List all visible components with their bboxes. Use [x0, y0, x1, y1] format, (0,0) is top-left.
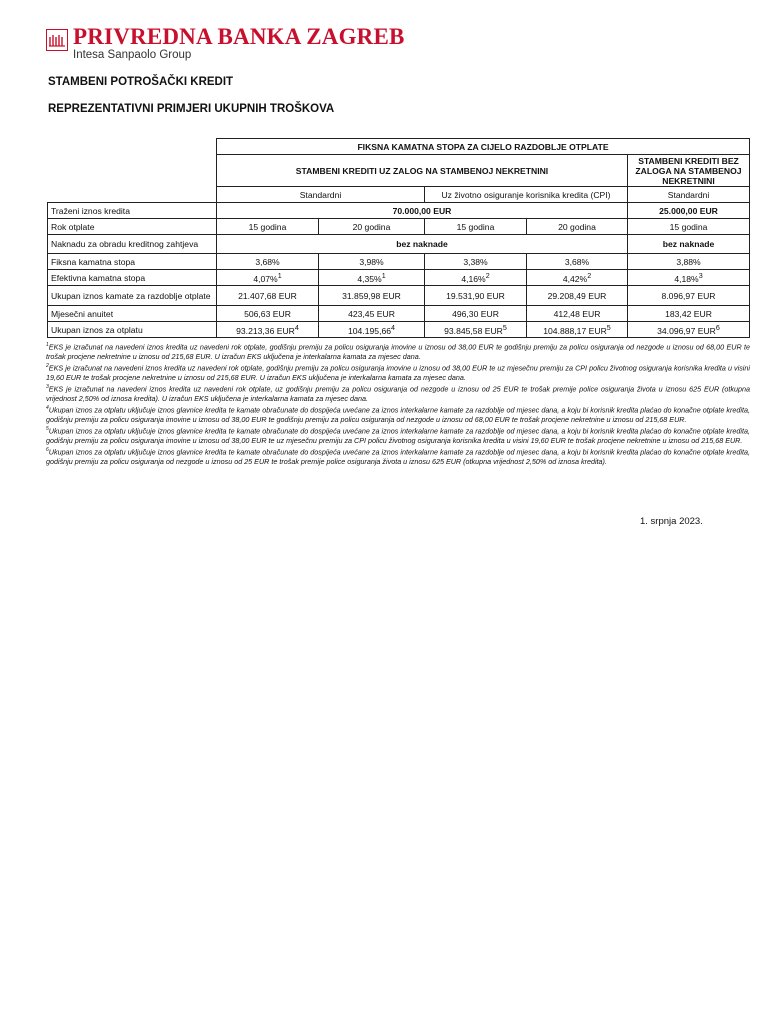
cell-value: 29.208,49 EUR [527, 286, 628, 306]
row-label: Traženi iznos kredita [48, 203, 217, 219]
cell-text: 34.096,97 EUR [657, 325, 716, 336]
header-secured-loans: STAMBENI KREDITI UZ ZALOG NA STAMBENOJ NEKRETNINI [217, 155, 628, 187]
footnote-text: Ukupan iznos za otplatu uključuje iznos glavnice kredita te kamate obračunate do dospijeća uvećane za iznos interkalarne kamate za razdoblje od mjesec dana, a koju bi korisnik kredita plaćao do konačne otplate kredita, godišnju premiju za policu osiguranja imovine u iznosu od 38,00 EUR te uz mjesečnu premiju za CPI policu životnog osiguranja korisnika kredita u visini 19,60 EUR te trošak procjene nekretnine u iznosu od 215,68 EUR. [46, 426, 750, 446]
footnote-ref: 5 [502, 323, 507, 332]
document-date: 1. srpnja 2023. [640, 516, 703, 527]
footnote [46, 404, 750, 425]
table-row [48, 235, 750, 254]
cell-fee-secured: bez naknade [217, 235, 628, 254]
cell-value: 15 godina [628, 219, 750, 235]
footnote [46, 362, 750, 383]
footnotes [46, 341, 750, 467]
header-row-types [48, 187, 750, 203]
footnote-text: EKS je izračunat na navedeni iznos kredita uz navedeni rok otplate, godišnju premiju za policu osiguranja imovine u iznosu od 38,00 EUR te godišnju premiju za policu osiguranja od nezgode u iznosu od 68,00 EUR te trošak procjene nekretnine u iznosu od 215,68 EUR. U izračun EKS uključena je interkalarna kamata za mjesec dana. [46, 342, 750, 362]
cell-text: 4,42% [562, 273, 588, 284]
header-fixed-rate: FIKSNA KAMATNA STOPA ZA CIJELO RAZDOBLJE OTPLATE [217, 139, 750, 155]
cell-value: 20 godina [319, 219, 425, 235]
cell-value [217, 270, 319, 286]
cell-value [527, 270, 628, 286]
cell-amount-secured: 70.000,00 EUR [217, 203, 628, 219]
footnote-ref: 4 [391, 323, 395, 332]
bank-logo-icon [46, 29, 68, 51]
cell-value [425, 270, 527, 286]
header-blank-cell [48, 155, 217, 187]
cell-text: 4,35% [357, 273, 382, 284]
row-label: Efektivna kamatna stopa [48, 270, 217, 286]
cell-value: 3,88% [628, 254, 750, 270]
table-row [48, 286, 750, 306]
cell-value: 496,30 EUR [425, 306, 527, 322]
footnote-ref: 2 [485, 271, 490, 280]
cell-value [425, 322, 527, 338]
footnote-text: EKS je izračunat na navedeni iznos kredita uz navedeni rok otplate, uz godišnju premiju za policu osiguranja od nezgode u iznosu od 25 EUR te trošak premije police osiguranja života u iznosu 625 EUR (otkupna vrijednost 2,50% od iznosa kredita). U izračun EKS uključena je interkalarna kamata za mjesec dana. [46, 384, 750, 404]
cell-text: 4,16% [461, 273, 486, 284]
footnote [46, 341, 750, 362]
table-row [48, 203, 750, 219]
row-label: Naknadu za obradu kreditnog zahtjeva [48, 235, 217, 254]
page-subtitle: REPREZENTATIVNI PRIMJERI UKUPNIH TROŠKOVA [48, 103, 335, 115]
footnote-text: Ukupan iznos za otplatu uključuje iznos glavnice kredita te kamate obračunate do dospijeća uvećane za iznos interkalarne kamate za razdoblje od mjesec dana, a koju bi korisnik kredita plaćao do konačne otplate kredita, godišnju premiju za policu osiguranja od nezgode u iznosu od 25 EUR te trošak premije police osiguranja života u iznosu 625 EUR (otkupna vrijednost 2,50% od iznosa kredita). [46, 447, 750, 467]
footnote-ref: 6 [715, 323, 720, 332]
cell-value: 20 godina [527, 219, 628, 235]
header-cpi: Uz životno osiguranje korisnika kredita (CPI) [425, 187, 628, 203]
header-row-groups [48, 155, 750, 187]
table-row [48, 270, 750, 286]
cell-value [319, 270, 425, 286]
footnote-ref: 3 [698, 271, 703, 280]
cell-value [628, 322, 750, 338]
table-row [48, 306, 750, 322]
footnote-number: 3 [46, 383, 49, 390]
cell-value [527, 322, 628, 338]
footnote-ref: 1 [381, 271, 386, 280]
cell-text: 4,07% [253, 273, 278, 284]
header-blank-cell [48, 187, 217, 203]
row-label: Rok otplate [48, 219, 217, 235]
row-label: Ukupan iznos kamate za razdoblje otplate [48, 286, 217, 306]
cell-value: 15 godina [217, 219, 319, 235]
cell-value: 8.096,97 EUR [628, 286, 750, 306]
table-row [48, 322, 750, 338]
footnote-ref: 1 [277, 271, 282, 280]
cell-amount-unsecured: 25.000,00 EUR [628, 203, 750, 219]
header-row-top [48, 139, 750, 155]
cell-text: 93.845,58 EUR [444, 325, 503, 336]
cell-value: 183,42 EUR [628, 306, 750, 322]
footnote-text: Ukupan iznos za otplatu uključuje iznos glavnice kredita te kamate obračunate do dospijeća uvećane za iznos interkalarne kamate za razdoblje od mjesec dana, a koju bi korisnik kredita plaćao do konačne otplate kredita, godišnju premiju za policu osiguranja imovine u iznosu od 38,00 EUR te godišnju premiju za policu osiguranja od nezgode u iznosu od 68,00 EUR te trošak procjene nekretnine u iznosu od 215,68 EUR. [46, 405, 750, 425]
cell-text: 4,18% [674, 273, 699, 284]
cell-text: 104.195,66 [348, 325, 392, 336]
footnote-ref: 5 [606, 323, 611, 332]
cell-value: 21.407,68 EUR [217, 286, 319, 306]
table-row [48, 219, 750, 235]
footnote-ref: 4 [294, 323, 299, 332]
row-label: Fiksna kamatna stopa [48, 254, 217, 270]
page-title: STAMBENI POTROŠAČKI KREDIT [48, 76, 234, 88]
cell-value [319, 322, 425, 338]
cost-examples-table [47, 138, 750, 338]
cell-value: 3,68% [527, 254, 628, 270]
cell-value: 19.531,90 EUR [425, 286, 527, 306]
row-label: Ukupan iznos za otplatu [48, 322, 217, 338]
footnote-number: 6 [46, 446, 49, 453]
cell-value: 412,48 EUR [527, 306, 628, 322]
header-unsecured-loans: STAMBENI KREDITI BEZ ZALOGA NA STAMBENOJ NEKRETNINI [628, 155, 750, 187]
cell-text: 93.213,36 EUR [236, 325, 295, 336]
cell-value: 3,38% [425, 254, 527, 270]
cell-value: 31.859,98 EUR [319, 286, 425, 306]
cell-text: 104.888,17 EUR [543, 325, 607, 336]
cell-value: 3,68% [217, 254, 319, 270]
footnote-text: EKS je izračunat na navedeni iznos kredita uz navedeni rok otplate, godišnju premiju za policu osiguranja imovine u iznosu od 38,00 EUR te uz mjesečnu premiju za CPI policu životnog osiguranja korisnika kredita u visini 19,60 EUR te trošak procjene nekretnine u iznosu od 215,68 EUR. U izračun EKS uključena je interkalarna kamata za mjesec dana. [46, 363, 750, 383]
group-name: Intesa Sanpaolo Group [73, 49, 192, 61]
cell-value: 506,63 EUR [217, 306, 319, 322]
cell-fee-unsecured: bez naknade [628, 235, 750, 254]
footnote-ref: 2 [587, 271, 592, 280]
cell-value [217, 322, 319, 338]
footnote-number: 5 [46, 425, 49, 432]
footnote-number: 4 [46, 404, 49, 411]
footnote [46, 383, 750, 404]
header-blank-cell [48, 139, 217, 155]
row-label: Mjesečni anuitet [48, 306, 217, 322]
footnote-number: 1 [46, 342, 49, 348]
brand-name: PRIVREDNA BANKA ZAGREB [73, 24, 405, 49]
cell-value: 3,98% [319, 254, 425, 270]
cell-value: 15 godina [425, 219, 527, 235]
footnote-number: 2 [46, 362, 49, 369]
header-standard-unsecured: Standardni [628, 187, 750, 203]
footnote [46, 446, 750, 467]
table-row [48, 254, 750, 270]
cell-value [628, 270, 750, 286]
footnote [46, 425, 750, 446]
cell-value: 423,45 EUR [319, 306, 425, 322]
header-standard: Standardni [217, 187, 425, 203]
